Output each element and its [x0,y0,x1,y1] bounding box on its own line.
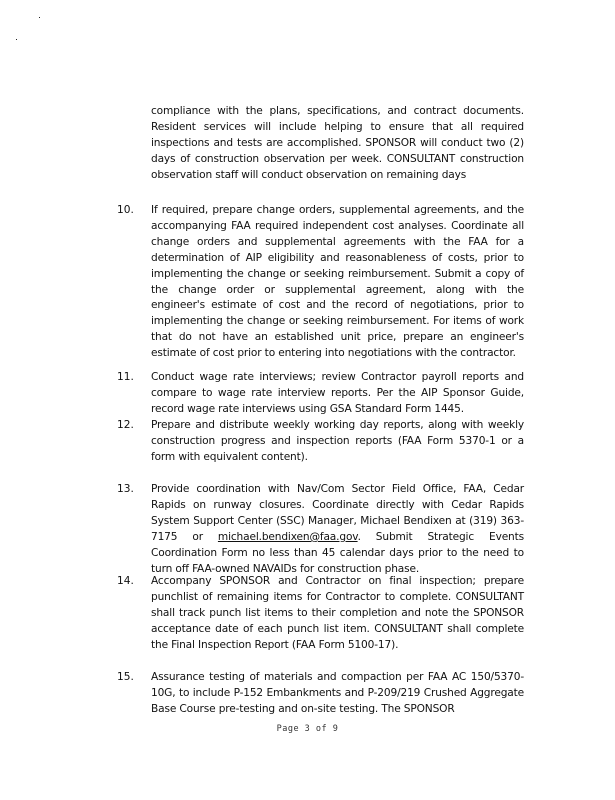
item-number: 11. [117,371,134,383]
item-text: Prepare and distribute weekly working day reports, along with weekly construction progress and inspection reports (FAA Form 5370-1 or a form with equivalent content). [151,419,524,463]
item-text-part: . Submit Strategic Events Coordination Form no less than 45 calendar days prior to the need to turn off FAA-owned NAVAIDs for construction phase. [151,530,524,575]
item-number: 15. [117,671,134,683]
item-text: Conduct wage rate interviews; review Contractor payroll reports and compare to wage rate interview reports. Per the AIP Sponsor Guide, record wage rate interviews using GSA Standard Form 1445. [151,371,524,415]
scan-speck [39,17,40,18]
item-text: Accompany SPONSOR and Contractor on final inspection; prepare punchlist of remaining items for Contractor to complete. CONSULTANT shall track punch list items to their completion and note the SPONSOR acceptance date of each punch list item. CONSULTANT shall complete the Final Inspection Report (FAA Form 5100-17). [151,575,524,651]
item-number: 12. [117,419,134,431]
item-number: 13. [117,483,134,495]
scan-speck [16,39,17,40]
item-text-part: Provide coordination with Nav/Com Sector Field Office, FAA, Cedar Rapids on runway closures. Coordinate directly with Cedar Rapids System Support Center (SSC) Manager, Michael Bendixen at (319) 363-7175 or [151,483,524,543]
continuation-paragraph: compliance with the plans, specifications, and contract documents. Resident services will include helping to ensure that all required inspections and tests are accomplished. SPONSOR will conduct two (2) days of construction observation per week. CONSULTANT construction observation staff will conduct observation on remaining days [151,105,524,181]
email-link[interactable]: michael.bendixen@faa.gov [217,530,358,543]
page-number-footer: Page 3 of 9 [276,724,339,734]
item-text [151,482,524,577]
item-text: Assurance testing of materials and compaction per FAA AC 150/5370-10G, to include P-152 Embankments and P-209/219 Crushed Aggregate Base Course pre-testing and on-site testing. The SPONSOR [151,671,524,715]
item-number: 14. [117,575,134,587]
item-text: If required, prepare change orders, supplemental agreements, and the accompanying FAA required independent cost analyses. Coordinate all change orders and supplemental agreements with the FAA for a determination of AIP eligibility and reasonableness of costs, prior to implementing the change or seeking reimbursement. Submit a copy of the change order or supplemental agreement, along with the engineer's estimate of cost and the record of negotiations, prior to implementing the change or seeking reimbursement. For items of work that do not have an established unit price, prepare an engineer's estimate of cost prior to entering into negotiations with the contractor. [151,204,524,360]
item-number: 10. [117,204,134,216]
